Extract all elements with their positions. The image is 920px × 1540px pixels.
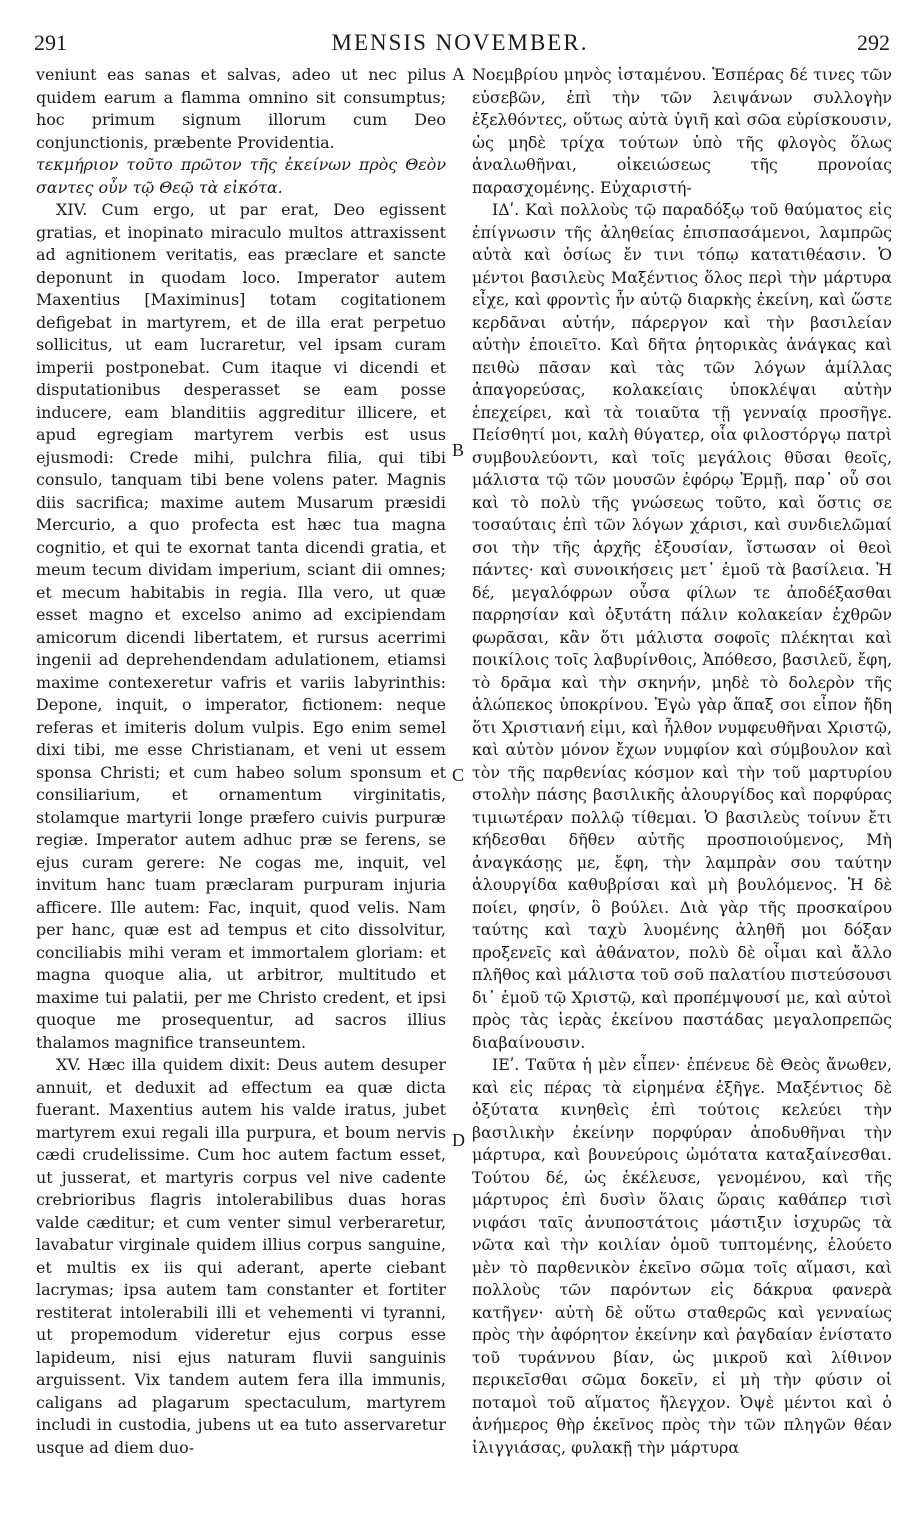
greek-paragraph-1: Νοεμβρίου μηνὸς ἱσταμένου. Ἑσπέρας δέ τινες τῶν εὐσεβῶν, ἐπὶ τὴν τῶν λειψάνων συλλογὴν ἐξελθόντες, οὕτως αὐτὰ ὑγιῆ καὶ σῶα εὑρίσκουσιν, ὡς μηδὲ τρίχα τούτων ὑπὸ τῆς φλογὸς ὅλως ἀναλωθῆναι, οἰκειώσεως τῆς προνοίας παρασχομένης. Εὐχαριστή-	[472, 65, 892, 197]
greek-column	[472, 64, 892, 1459]
latin-column	[36, 64, 446, 1459]
section-marker-a: A	[452, 64, 465, 84]
section-marker-c: C	[452, 765, 465, 785]
latin-paragraph-1: veniunt eas sanas et salvas, adeo ut nec pilus quidem earum a flamma omnino sit consumptus; hoc primum signum illorum cum Deo conjunctionis, præbente Providentia.	[36, 65, 446, 152]
section-marker-d: D	[452, 1130, 465, 1150]
latin-greek-note: τεκμήριον τοῦτο πρῶτον τῆς ἐκείνων πρὸς Θεὸν σαντες οὖν τῷ Θεῷ τὰ εἰκότα.	[36, 155, 446, 197]
greek-paragraph-xiv: ΙΔʹ. Καὶ πολλοὺς τῷ παραδόξῳ τοῦ θαύματος εἰς ἐπίγνωσιν τῆς ἀληθείας ἐπισπασάμενοι, λαμπρῶς αὐτὰ καὶ ὁσίως ἔν τινι τόπῳ κατατιθέασιν. Ὁ μέντοι βασιλεὺς Μαξέντιος ὅλος περὶ τὴν μάρτυρα εἶχε, καὶ φροντὶς ἦν αὐτῷ διαρκὴς ἐκείνη, καὶ ὥστε κερδᾶναι αὐτήν, πάρεργον καὶ τὴν βασιλείαν αὐτὴν ἐποιεῖτο. Καὶ δῆτα ῥητορικὰς ἀνάγκας καὶ πειθὼ πᾶσαν καὶ τὰς τῶν λόγων ἁμίλλας ἀπαγορεύσας, κολακείαις ὑποκλέψαι αὐτὴν ἐπεχείρει, καὶ τὰ τοιαῦτα τῇ γενναίᾳ προσῆγε. Πείσθητί μοι, καλὴ θύγατερ, οἷα φιλοστόργῳ πατρὶ συμβουλεύοντι, καὶ τοῖς μεγάλοις θῦσαι θεοῖς, μάλιστα τῷ τῶν μουσῶν ἐφόρῳ Ἑρμῇ, παρ᾽ οὗ σοι καὶ τὸ πολὺ τῆς γνώσεως τοῦτο, καὶ ὅστις σε τοσαύταις ἐπὶ τῶν λόγων χάρισι, καὶ συνδιελῶμαί σοι τὴν τῆς ἀρχῆς ἐξουσίαν, ἴστωσαν οἱ θεοὶ πάντες· καὶ συνοικήσεις μετ᾽ ἐμοῦ τὰ βασίλεια. Ἡ δέ, μεγαλόφρων οὖσα φίλων τε ἀποδέξασθαι παρρησίαν καὶ ὀξυτάτη πάλιν κολακείαν ἐχθρῶν φωρᾶσαι, κἂν ὅτι μάλιστα σοφοῖς πλέκηται καὶ ποικίλοις τοῖς λαβυρίνθοις, Ἀπόθεσο, βασιλεῦ, ἔφη, τὸ δρᾶμα καὶ τὴν σκηνήν, μηδὲ τὸ δολερὸν τῆς ἀλώπεκος ὑποκρίνου. Ἐγὼ γὰρ ἅπαξ σοι εἶπον ἤδη ὅτι Χριστιανή εἰμι, καὶ ἦλθον νυμφευθῆναι Χριστῷ, καὶ αὐτὸν μόνον ἔχων νυμφίον καὶ σύμβουλον καὶ τὸν τῆς παρθενίας κόσμον καὶ τὴν τοῦ μαρτυρίου στολὴν πάσης βασιλικῆς ἁλουργίδος καὶ πορφύρας τιμιωτέραν πολλῷ τίθεμαι. Ὁ βασιλεὺς τοίνυν ἔτι κήδεσθαι δῆθεν αὐτῆς προσποιούμενος, Μὴ ἀναγκάσῃς με, ἔφη, τὴν λαμπρὰν σου ταύτην ἁλουργίδα καθυβρίσαι καὶ μὴ βουλόμενος. Ἡ δὲ ποίει, φησίν, ὃ βούλει. Διὰ γὰρ τῆς προσκαίρου ταύτης καὶ ταχὺ λυομένης ἀληθῆ μοι δόξαν προξενεῖς καὶ ἀθάνατον, πολὺ δὲ οἶμαι καὶ ἄλλο πλῆθος καὶ μάλιστα τοῦ σοῦ παλατίου πιστεύσουσι δι᾽ ἐμοῦ τῷ Χριστῷ, καὶ προπέμψουσί με, καὶ αὐτοὶ πρὸς τὰς ἱερὰς ἐκείνου παστάδας μεγαλοπρεπῶς διαβαίνουσιν.	[472, 200, 892, 1052]
running-title: MENSIS NOVEMBER.	[331, 30, 589, 55]
latin-paragraph-xiv: XIV. Cum ergo, ut par erat, Deo egissent gratias, et inopinato miraculo multos attraxissent ad agnitionem veritatis, eas præclare et sancte deponunt in quodam loco. Imperator autem Maxentius [Maximinus] totam cogitationem defigebat in martyrem, et de illa erat perpetuo sollicitus, ut eam lucraretur, vel ipsam curam imperii postponebat. Cum itaque vi dicendi et disputationibus desperasset se eam posse inducere, eam blanditiis aggreditur illicere, et apud egregiam martyrem verbis est usus ejusmodi: Crede mihi, pulchra filia, qui tibi consulo, tanquam tibi bene volens pater. Magnis diis sacrifica; maxime autem Musarum præsidi Mercurio, a quo profecta est hæc tua magna cognitio, et qui te exornat tanta dicendi gratia, et meum tecum dividam imperium, sciant dii omnes; et mecum habitabis in regia. Illa vero, ut quæ esset magno et excelso animo ad excipiendam amicorum dicendi libertatem, et rursus acerrimi ingenii ad deprehendendam adulationem, etiamsi maxime contexeretur vafris et variis labyrinthis: Depone, inquit, o imperator, fictionem: neque referas et imiteris dolum vulpis. Ego enim semel dixi tibi, me esse Christianam, et veni ut essem sponsa Christi; et cum habeo solum sponsum et consiliarium, et ornamentum virginitatis, stolamque martyrii longe præfero cuivis purpuræ regiæ. Imperator autem adhuc præ se ferens, se ejus curam gerere: Ne cogas me, inquit, vel invitum hanc tuam præclaram purpuram injuria afficere. Ille autem: Fac, inquit, quod velis. Nam per hanc, quæ est ad tempus et cito dissolvitur, conciliabis mihi veram et immortalem gloriam: et magna quoque alia, ut arbitror, multitudo et maxime tui palatii, per me Christo credent, et ipsi quoque me prosequentur, ad sacros illius thalamos magnifice transeuntem.	[36, 200, 446, 1052]
latin-paragraph-xv: XV. Hæc illa quidem dixit: Deus autem desuper annuit, et deduxit ad effectum ea quæ dicta fuerant. Maxentius autem his valde iratus, jubet martyrem exui regali illa purpura, et boum nervis cædi crudelissime. Cum hoc autem factum esset, ut jusserat, et martyris corpus vel nive cadente crebrioribus flagris intolerabilibus duas horas valde cæditur; et cum venter simul verberaretur, lavabatur virginale quidem illius corpus sanguine, et multis ex iis qui aderant, aperte ciebant lacrymas; ipsa autem tam constanter et fortiter restiterat intolerabili illi et vehementi vi tyranni, ut propemodum videretur ejus corpus esse lapideum, nisi ejus naturam fluvii sanguinis arguissent. Vix tandem autem fera illa immunis, caligans ad plagarum spectaculum, martyrem includi in custodia, jubens ut ea tuto asservaretur usque ad diem duo-	[36, 1055, 446, 1457]
page-number-left: 291	[34, 30, 67, 55]
section-marker-b: B	[452, 440, 465, 460]
page-number-right: 292	[857, 30, 890, 55]
greek-paragraph-xv: ΙΕʹ. Ταῦτα ἡ μὲν εἶπεν· ἐπένευε δὲ Θεὸς ἄνωθεν, καὶ εἰς πέρας τὰ εἰρημένα ἐξῆγε. Μαξέντιος δὲ ὀξύτατα κινηθεὶς ἐπὶ τούτοις κελεύει τὴν βασιλικὴν ἐκείνην πορφύραν ἀποδυθῆναι τὴν μάρτυρα, καὶ βουνεύροις ὠμότατα καταξαίνεσθαι. Τούτου δέ, ὡς ἐκέλευσε, γενομένου, καὶ τῆς μάρτυρος ἐπὶ δυσὶν ὅλαις ὥραις καθάπερ τισὶ νιφάσι ταῖς ἀνυποστάτοις μάστιξιν ἰσχυρῶς τὰ νῶτα καὶ τὴν κοιλίαν ὁμοῦ τυπτομένης, ἐλούετο μὲν τὸ παρθενικὸν ἐκεῖνο σῶμα τοῖς αἵμασι, καὶ πολλοὺς τῶν παρόντων εἰς δάκρυα φανερὰ κατῆγεν· αὐτὴ δὲ οὕτω σταθερῶς καὶ γενναίως πρὸς τὴν ἀφόρητον ἐκείνην καὶ ῥαγδαίαν ἐνίστατο τοῦ τυράννου βίαν, ὡς μικροῦ καὶ λίθινον περικεῖσθαι σῶμα δοκεῖν, εἰ μὴ τὴν φύσιν οἱ ποταμοὶ τοῦ αἵματος ἤλεγχον. Ὀψὲ μέντοι καὶ ὁ ἀνήμερος θὴρ ἐκεῖνος πρὸς τὴν τῶν πληγῶν θέαν ἰλιγγιάσας, φυλακῇ τὴν μάρτυρα	[472, 1055, 892, 1457]
running-header	[30, 30, 890, 64]
